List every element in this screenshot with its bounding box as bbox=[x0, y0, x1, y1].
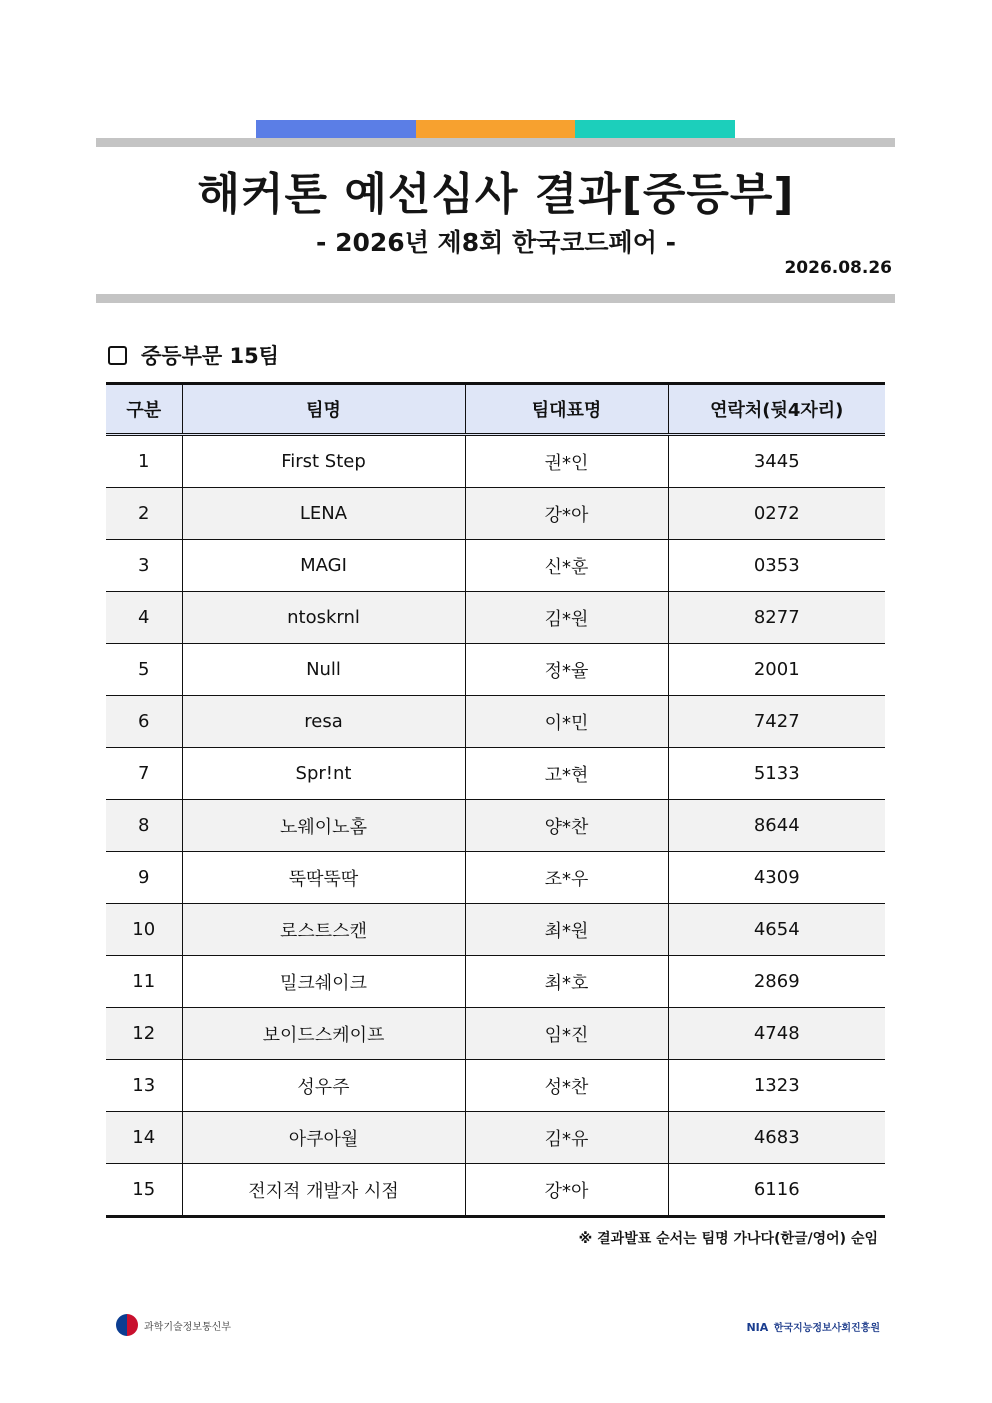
table-row bbox=[106, 540, 885, 592]
row-leader-name: 양*찬 bbox=[465, 800, 668, 852]
footer-ministry bbox=[116, 1314, 231, 1336]
row-leader-name: 김*유 bbox=[465, 1112, 668, 1164]
row-index: 14 bbox=[106, 1112, 182, 1164]
table-row bbox=[106, 800, 885, 852]
row-team-name: LENA bbox=[182, 488, 465, 540]
row-team-name: 로스트스캔 bbox=[182, 904, 465, 956]
row-leader-name: 임*진 bbox=[465, 1008, 668, 1060]
row-contact: 1323 bbox=[668, 1060, 885, 1112]
row-index: 6 bbox=[106, 696, 182, 748]
ordering-note: ※ 결과발표 순서는 팀명 가나다(한글/영어) 순임 bbox=[578, 1231, 878, 1247]
row-team-name: 보이드스케이프 bbox=[182, 1008, 465, 1060]
results-table bbox=[106, 382, 885, 1218]
row-team-name: Null bbox=[182, 644, 465, 696]
row-leader-name: 이*민 bbox=[465, 696, 668, 748]
table-row bbox=[106, 696, 885, 748]
table-row bbox=[106, 748, 885, 800]
row-team-name: 아쿠아월 bbox=[182, 1112, 465, 1164]
ministry-name: 과학기술정보통신부 bbox=[144, 1321, 231, 1333]
row-contact: 4748 bbox=[668, 1008, 885, 1060]
row-index: 10 bbox=[106, 904, 182, 956]
row-leader-name: 권*인 bbox=[465, 435, 668, 488]
row-leader-name: 성*찬 bbox=[465, 1060, 668, 1112]
table-row bbox=[106, 1164, 885, 1217]
table-row bbox=[106, 644, 885, 696]
page-title: 해커톤 예선심사 결과[중등부] bbox=[197, 169, 795, 220]
row-contact: 7427 bbox=[668, 696, 885, 748]
row-leader-name: 최*원 bbox=[465, 904, 668, 956]
agency-name: 한국지능정보사회진흥원 bbox=[773, 1323, 880, 1334]
table-row bbox=[106, 435, 885, 488]
row-team-name: First Step bbox=[182, 435, 465, 488]
row-contact: 4654 bbox=[668, 904, 885, 956]
table-row bbox=[106, 488, 885, 540]
table-row bbox=[106, 1008, 885, 1060]
row-index: 15 bbox=[106, 1164, 182, 1217]
row-leader-name: 최*호 bbox=[465, 956, 668, 1008]
row-contact: 2001 bbox=[668, 644, 885, 696]
row-contact: 0353 bbox=[668, 540, 885, 592]
column-header-leader: 팀대표명 bbox=[465, 384, 668, 435]
row-contact: 4309 bbox=[668, 852, 885, 904]
row-index: 7 bbox=[106, 748, 182, 800]
row-contact: 0272 bbox=[668, 488, 885, 540]
row-index: 3 bbox=[106, 540, 182, 592]
accent-bar-teal bbox=[575, 120, 735, 138]
footer-agency bbox=[746, 1319, 880, 1334]
document-date: 2026.08.26 bbox=[784, 258, 892, 278]
section-heading-label: 중등부문 15팀 bbox=[141, 344, 279, 368]
row-leader-name: 김*원 bbox=[465, 592, 668, 644]
table-row bbox=[106, 852, 885, 904]
row-team-name: resa bbox=[182, 696, 465, 748]
row-index: 11 bbox=[106, 956, 182, 1008]
table-row bbox=[106, 956, 885, 1008]
row-index: 9 bbox=[106, 852, 182, 904]
section-heading bbox=[108, 340, 279, 370]
row-index: 13 bbox=[106, 1060, 182, 1112]
row-team-name: Spr!nt bbox=[182, 748, 465, 800]
row-team-name: 성우주 bbox=[182, 1060, 465, 1112]
row-team-name: 밀크쉐이크 bbox=[182, 956, 465, 1008]
row-contact: 3445 bbox=[668, 435, 885, 488]
row-index: 5 bbox=[106, 644, 182, 696]
row-leader-name: 고*현 bbox=[465, 748, 668, 800]
column-header-index: 구분 bbox=[106, 384, 182, 435]
row-team-name: 뚝딱뚝딱 bbox=[182, 852, 465, 904]
column-header-contact: 연락처(뒷4자리) bbox=[668, 384, 885, 435]
row-index: 4 bbox=[106, 592, 182, 644]
row-index: 2 bbox=[106, 488, 182, 540]
row-team-name: 노웨이노홈 bbox=[182, 800, 465, 852]
accent-bar-orange bbox=[416, 120, 575, 138]
row-leader-name: 조*우 bbox=[465, 852, 668, 904]
row-contact: 4683 bbox=[668, 1112, 885, 1164]
row-contact: 8644 bbox=[668, 800, 885, 852]
row-leader-name: 정*율 bbox=[465, 644, 668, 696]
table-row bbox=[106, 904, 885, 956]
row-team-name: MAGI bbox=[182, 540, 465, 592]
row-contact: 5133 bbox=[668, 748, 885, 800]
page-subtitle: - 2026년 제8회 한국코드페어 - bbox=[316, 228, 676, 257]
accent-bar-blue bbox=[256, 120, 416, 138]
table-row bbox=[106, 1060, 885, 1112]
row-index: 1 bbox=[106, 435, 182, 488]
row-leader-name: 강*아 bbox=[465, 1164, 668, 1217]
table-row bbox=[106, 592, 885, 644]
row-contact: 8277 bbox=[668, 592, 885, 644]
checkbox-icon bbox=[108, 346, 127, 365]
top-rule bbox=[96, 138, 895, 147]
table-row bbox=[106, 1112, 885, 1164]
row-index: 8 bbox=[106, 800, 182, 852]
column-header-team: 팀명 bbox=[182, 384, 465, 435]
bottom-rule bbox=[96, 294, 895, 303]
row-leader-name: 강*아 bbox=[465, 488, 668, 540]
row-contact: 2869 bbox=[668, 956, 885, 1008]
row-leader-name: 신*훈 bbox=[465, 540, 668, 592]
row-team-name: 전지적 개발자 시점 bbox=[182, 1164, 465, 1217]
government-emblem-icon bbox=[116, 1314, 138, 1336]
row-team-name: ntoskrnl bbox=[182, 592, 465, 644]
row-contact: 6116 bbox=[668, 1164, 885, 1217]
nia-logo: NIA bbox=[746, 1321, 769, 1334]
table-header-row bbox=[106, 384, 885, 435]
row-index: 12 bbox=[106, 1008, 182, 1060]
